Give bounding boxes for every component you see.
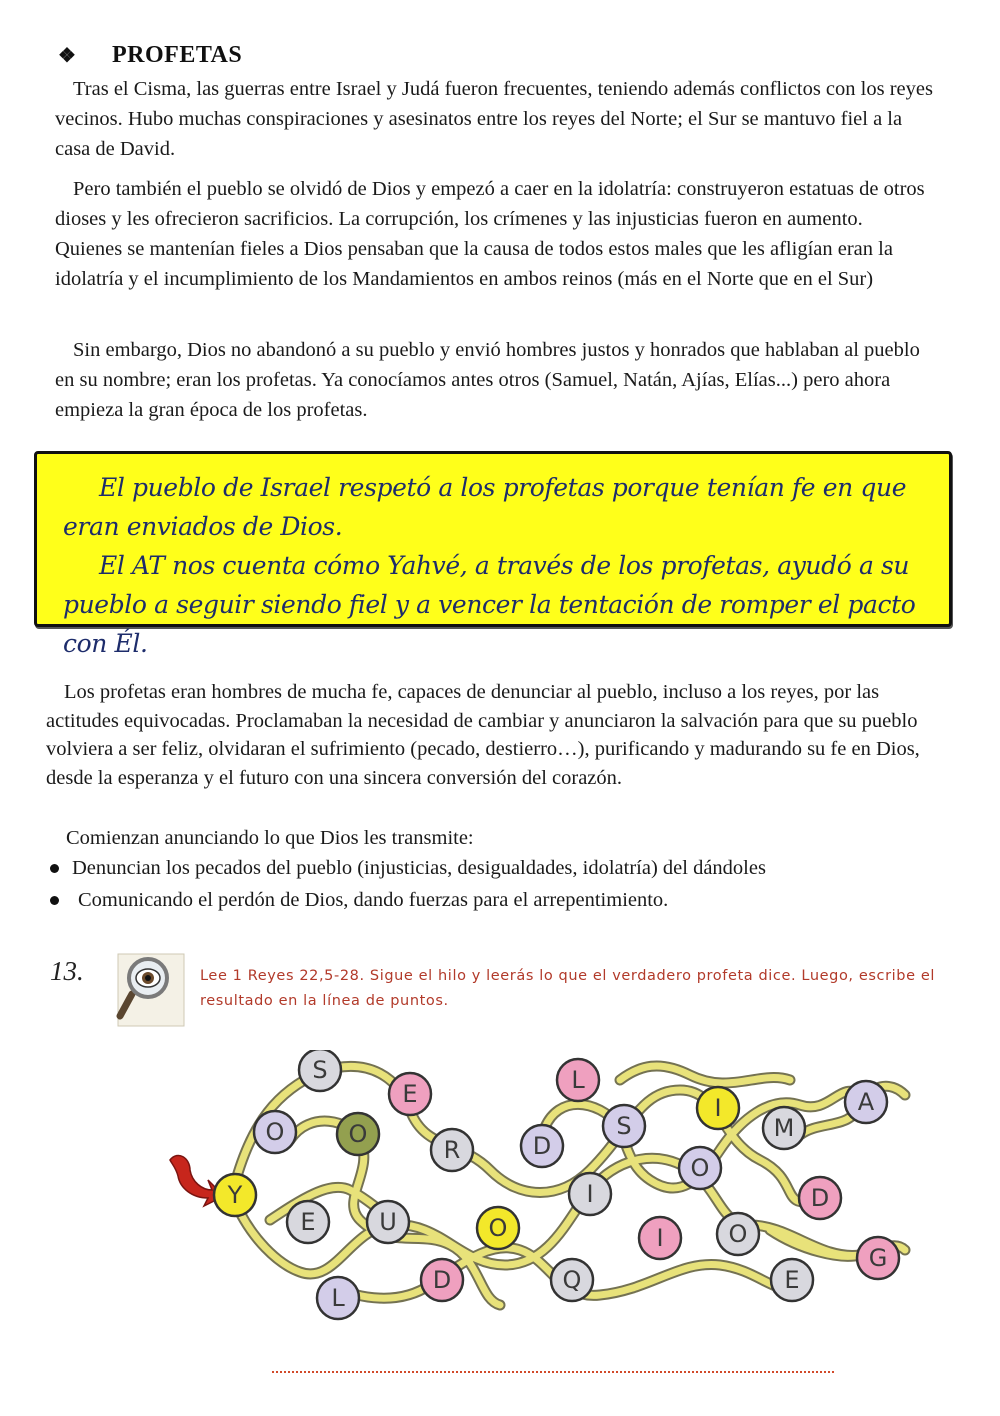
letter-d1: D — [432, 1266, 452, 1294]
letter-a: A — [857, 1088, 875, 1116]
paragraph-2-text: Pero también el pueblo se olvidó de Dios y empezó a caer en la idolatría: construyeron estatuas de otros dioses y les ofrecieron sacrificios. La corrupción, los crímenes y las injusticias fueron en aumento. Quienes se mantenían fieles a Dios pensaban que la causa de todos estos males que les afligían eran la idolatría y el incumplimiento de los Mandamientos en ambos reinos (más en el Norte que en el Sur) — [55, 178, 925, 290]
paragraph-1 — [55, 74, 935, 164]
answer-dotted-line[interactable] — [272, 1371, 834, 1373]
thread-puzzle — [160, 1050, 920, 1350]
letter-o1: O — [265, 1118, 285, 1146]
letter-r: R — [443, 1136, 461, 1164]
paragraph-3 — [55, 335, 935, 425]
letter-g: G — [868, 1244, 888, 1272]
letter-u: U — [379, 1208, 397, 1236]
letter-o5: O — [728, 1220, 748, 1248]
letter-o2: O — [348, 1120, 368, 1148]
highlight-line-1 — [63, 468, 933, 546]
paragraph-4 — [46, 678, 946, 792]
highlight-box — [34, 451, 952, 658]
magnifier-icon — [110, 950, 188, 1030]
section-title: PROFETAS — [112, 42, 243, 68]
letter-o4: O — [690, 1154, 710, 1182]
paragraph-5: Comienzan anunciando lo que Dios les transmite: — [66, 827, 474, 849]
list-item: Denuncian los pecados del pueblo (injusticias, desigualdades, idolatría) del dándoles — [46, 852, 766, 884]
letter-s2: S — [616, 1112, 632, 1140]
letter-e2: E — [300, 1208, 316, 1236]
exercise-number: 13. — [50, 956, 84, 986]
letter-o3: O — [488, 1214, 508, 1242]
highlight-line-2-text: El AT nos cuenta cómo Yahvé, a través de los profetas, ayudó a su pueblo a seguir siendo fiel y a vencer la tentación de romper el pacto con Él. — [63, 551, 916, 658]
bullet-list — [46, 852, 766, 916]
letter-q: Q — [562, 1266, 582, 1294]
letter-s1: S — [312, 1056, 328, 1084]
paragraph-4-text: Los profetas eran hombres de mucha fe, capaces de denunciar al pueblo, incluso a los reyes, por las actitudes equivocadas. Proclamaban la necesidad de cambiar y anunciaron la salvación para que su pueblo volviera a ser feliz, olvidaran el sufrimiento (pecado, destierro…), purificando y madurando su fe en Dios, desde la esperanza y el futuro con una sincera conversión del corazón. — [46, 681, 920, 789]
letter-i3: I — [714, 1094, 722, 1122]
letter-l1: L — [331, 1284, 345, 1312]
letter-e1: E — [402, 1080, 418, 1108]
paragraph-2 — [55, 174, 935, 294]
highlight-line-2 — [63, 546, 933, 663]
letter-y: Y — [227, 1181, 243, 1209]
exercise-instruction: Lee 1 Reyes 22,5-28. Sigue el hilo y leerás lo que el verdadero profeta dice. Luego, escribe el resultado en la línea de puntos. — [200, 968, 935, 1009]
letter-i1: I — [586, 1180, 594, 1208]
letter-m: M — [773, 1114, 795, 1142]
letter-e3: E — [784, 1266, 800, 1294]
letter-l2: L — [571, 1066, 585, 1094]
list-item: Comunicando el perdón de Dios, dando fuerzas para el arrepentimiento. — [46, 884, 766, 916]
section-heading — [58, 42, 242, 69]
letter-i2: I — [656, 1224, 664, 1252]
diamond-bullet-icon: ❖ — [58, 45, 77, 67]
letter-d2: D — [532, 1132, 552, 1160]
letter-d3: D — [810, 1184, 830, 1212]
highlight-line-1-text: El pueblo de Israel respetó a los profetas porque tenían fe en que eran enviados de Dios. — [63, 473, 907, 541]
paragraph-1-text: Tras el Cisma, las guerras entre Israel y Judá fueron frecuentes, teniendo además conflictos con los reyes vecinos. Hubo muchas conspiraciones y asesinatos entre los reyes del Norte; el Sur se mantuvo fiel a la casa de David. — [55, 78, 933, 160]
paragraph-3-text: Sin embargo, Dios no abandonó a su pueblo y envió hombres justos y honrados que hablaban al pueblo en su nombre; eran los profetas. Ya conocíamos antes otros (Samuel, Natán, Ajías, Elías...) pero ahora empieza la gran época de los profetas. — [55, 339, 920, 421]
